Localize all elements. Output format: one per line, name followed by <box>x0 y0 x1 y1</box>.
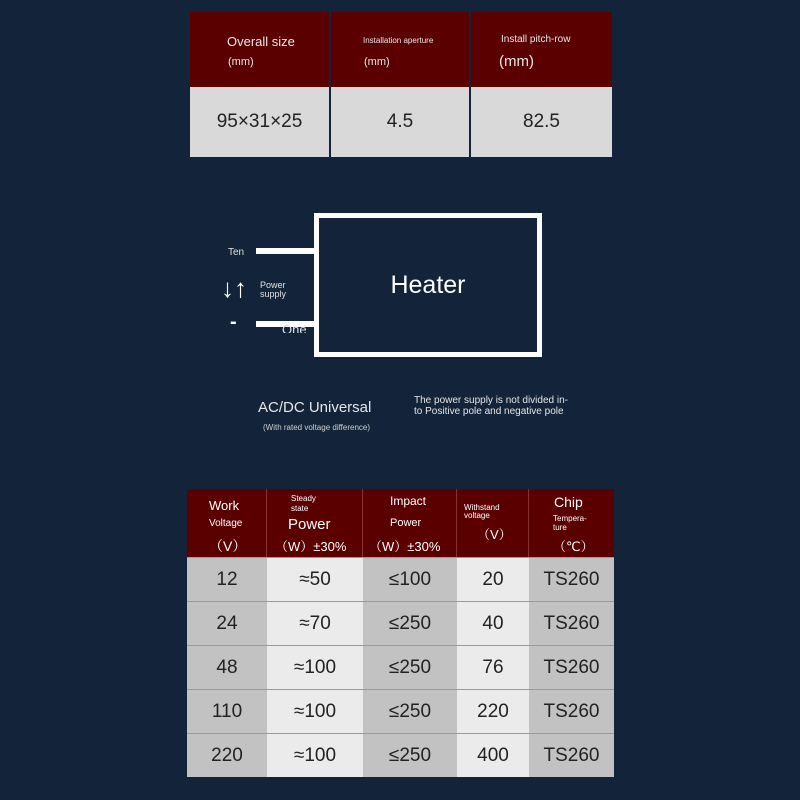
header-unit: (mm) <box>499 53 534 70</box>
header-small: Impact <box>390 494 427 508</box>
header-title: Installation aperture <box>363 36 434 45</box>
cell-chip: TS260 <box>529 602 614 645</box>
cell-impact-power: ≤250 <box>363 602 457 645</box>
header-small: Steady state <box>291 494 316 513</box>
header-installation-aperture <box>331 12 469 87</box>
cell-steady-power: ≈100 <box>267 690 363 733</box>
header-mid: Power <box>390 517 422 529</box>
cell-work-voltage: 48 <box>187 646 267 689</box>
minus-sign: - <box>230 311 237 333</box>
cell-withstand-voltage: 76 <box>457 646 529 689</box>
header-unit: （W）±30% <box>369 539 441 554</box>
cell-withstand-voltage: 220 <box>457 690 529 733</box>
dimensions-header-row <box>190 12 612 87</box>
header-small: Withstand voltage <box>464 503 500 520</box>
value-installation-aperture: 4.5 <box>331 87 469 157</box>
power-arrows-icon: ↓↑ <box>221 273 247 303</box>
cell-chip: TS260 <box>529 558 614 601</box>
heater-label: Heater <box>390 270 466 299</box>
table-row <box>187 733 614 777</box>
cell-impact-power: ≤250 <box>363 734 457 777</box>
header-steady-state-power <box>267 489 363 557</box>
spec-header-row <box>187 489 614 557</box>
cell-work-voltage: 110 <box>187 690 267 733</box>
header-work-voltage <box>187 489 267 557</box>
bottom-lead-label: One <box>282 322 307 333</box>
header-mid: Power <box>288 516 331 533</box>
table-row <box>187 557 614 601</box>
header-unit: (mm) <box>364 56 390 68</box>
spec-table <box>187 489 614 777</box>
cell-chip: TS260 <box>529 734 614 777</box>
cell-work-voltage: 220 <box>187 734 267 777</box>
heater-box <box>314 213 542 357</box>
table-row <box>187 601 614 645</box>
table-row <box>187 645 614 689</box>
header-title: Overall size <box>227 34 295 49</box>
header-small: Chip <box>554 494 583 510</box>
header-mid: Voltage <box>209 518 243 529</box>
header-overall-size <box>190 12 329 87</box>
cell-withstand-voltage: 400 <box>457 734 529 777</box>
dimensions-value-row <box>190 87 612 157</box>
cell-withstand-voltage: 20 <box>457 558 529 601</box>
top-lead-wire <box>256 248 316 254</box>
header-chip-temperature <box>529 489 614 557</box>
table-row <box>187 689 614 733</box>
dimensions-table <box>190 12 612 157</box>
cell-steady-power: ≈100 <box>267 646 363 689</box>
cell-impact-power: ≤250 <box>363 646 457 689</box>
cell-steady-power: ≈100 <box>267 734 363 777</box>
value-overall-size: 95×31×25 <box>190 87 329 157</box>
cell-chip: TS260 <box>529 646 614 689</box>
cell-chip: TS260 <box>529 690 614 733</box>
header-impact-power <box>363 489 457 557</box>
ac-dc-label: AC/DC Universal <box>258 399 372 416</box>
header-unit: (mm) <box>228 56 254 68</box>
header-unit: （℃） <box>553 539 594 554</box>
cell-withstand-voltage: 40 <box>457 602 529 645</box>
cell-steady-power: ≈70 <box>267 602 363 645</box>
header-title: Install pitch-row <box>501 34 571 45</box>
cell-work-voltage: 12 <box>187 558 267 601</box>
header-unit: （V） <box>209 538 247 554</box>
header-mid: Tempera-ture <box>553 514 587 532</box>
power-supply-label: Power supply <box>260 280 287 299</box>
cell-impact-power: ≤250 <box>363 690 457 733</box>
cell-steady-power: ≈50 <box>267 558 363 601</box>
cell-work-voltage: 24 <box>187 602 267 645</box>
polarity-note-line2: to Positive pole and negative pole <box>414 406 564 417</box>
header-install-pitch-row <box>471 12 612 87</box>
ac-dc-sublabel: (With rated voltage difference) <box>263 423 371 432</box>
value-install-pitch-row: 82.5 <box>471 87 612 157</box>
header-unit: （W）±30% <box>275 539 347 554</box>
cell-impact-power: ≤100 <box>363 558 457 601</box>
polarity-note-line1: The power supply is not divided in- <box>414 395 568 406</box>
header-unit: （V） <box>477 527 512 542</box>
top-lead-label: Ten <box>228 247 245 258</box>
header-withstand-voltage <box>457 489 529 557</box>
header-small: Work <box>209 498 240 513</box>
